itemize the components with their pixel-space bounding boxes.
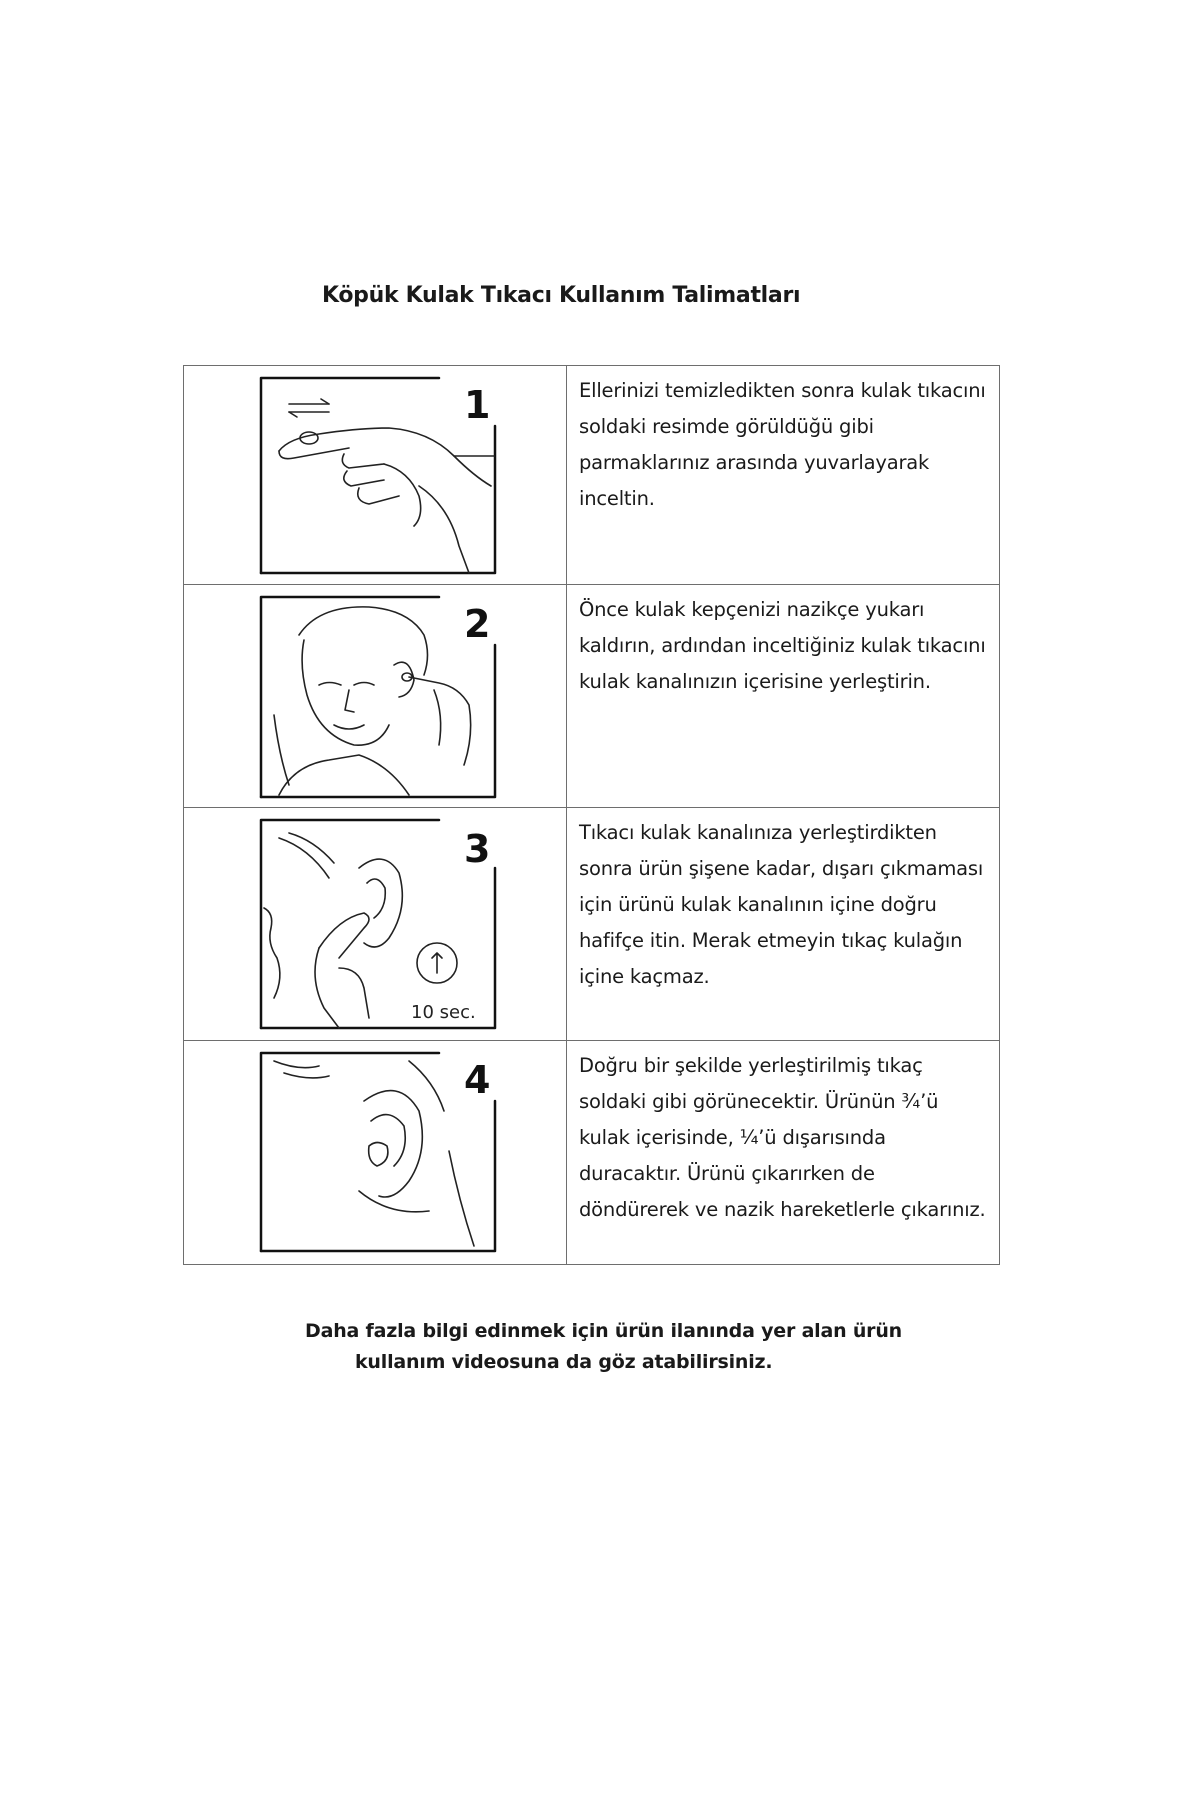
step-row-1: [184, 366, 999, 584]
rolling-earplug-illustration: [259, 376, 499, 576]
footer-line-1: Daha fazla bilgi edinmek için ürün ilanında yer alan ürün: [305, 1320, 903, 1342]
step-2-text: Önce kulak kepçenizi nazikçe yukarı kaldırın, ardından inceltiğiniz kulak tıkacını kulak kanalınızın içerisine yerleştirin.: [579, 598, 986, 693]
step-number: 2: [464, 602, 491, 646]
step-row-2: [184, 584, 999, 807]
step-1-illustration: [259, 376, 499, 576]
step-number: 1: [464, 383, 491, 427]
footer-line-2: kullanım videosuna da göz atabilirsiniz.: [355, 1351, 773, 1373]
step-4-text: Doğru bir şekilde yerleştirilmiş tıkaç soldaki gibi görünecektir. Ürünün ¾’ü kulak içerisinde, ¼’ü dışarısında duracaktır. Ürünü çıkarırken de döndürerek ve nazik hareketlerle çıkarınız.: [579, 1054, 986, 1221]
step-1-text: Ellerinizi temizledikten sonra kulak tıkacını soldaki resimde görüldüğü gibi parmaklarınız arasında yuvarlayarak inceltin.: [579, 379, 986, 510]
step-row-3: [184, 807, 999, 1040]
step-number: 3: [464, 827, 491, 871]
page-title: Köpük Kulak Tıkacı Kullanım Talimatları: [322, 283, 801, 308]
step-3-illustration: [259, 818, 499, 1030]
inserting-earplug-illustration: [259, 595, 499, 799]
step-2-illustration: [259, 595, 499, 799]
pressing-earplug-illustration: [259, 818, 499, 1030]
step-1-illustration-cell: [184, 366, 567, 584]
step-2-illustration-cell: [184, 585, 567, 807]
inserted-earplug-illustration: [259, 1051, 499, 1254]
instructions-table: [183, 365, 1000, 1265]
footer-note: [305, 1316, 905, 1378]
step-4-illustration-cell: [184, 1041, 567, 1264]
step-number: 4: [464, 1058, 491, 1102]
timer-label: 10 sec.: [411, 1002, 476, 1023]
step-4-illustration: [259, 1051, 499, 1254]
step-3-illustration-cell: [184, 808, 567, 1040]
step-row-4: [184, 1040, 999, 1264]
step-3-text: Tıkacı kulak kanalınıza yerleştirdikten sonra ürün şişene kadar, dışarı çıkmaması için ürünü kulak kanalının içine doğru hafifçe itin. Merak etmeyin tıkaç kulağın içine kaçmaz.: [579, 821, 984, 988]
